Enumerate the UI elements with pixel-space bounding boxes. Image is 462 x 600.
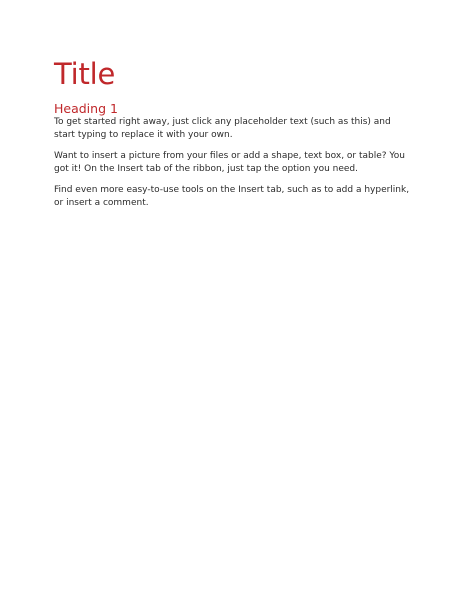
- document-body: [54, 55, 414, 210]
- heading-1[interactable]: Heading 1: [54, 101, 118, 116]
- body-paragraph-3[interactable]: Find even more easy-to-use tools on the Insert tab, such as to add a hyperlink, or insert a comment.: [54, 185, 410, 208]
- body-paragraph-1[interactable]: To get started right away, just click any placeholder text (such as this) and start typing to replace it with your own.: [54, 117, 391, 140]
- document-title[interactable]: Title: [54, 57, 116, 91]
- body-paragraph-2[interactable]: Want to insert a picture from your files or add a shape, text box, or table? You got it! On the Insert tab of the ribbon, just tap the option you need.: [54, 151, 405, 174]
